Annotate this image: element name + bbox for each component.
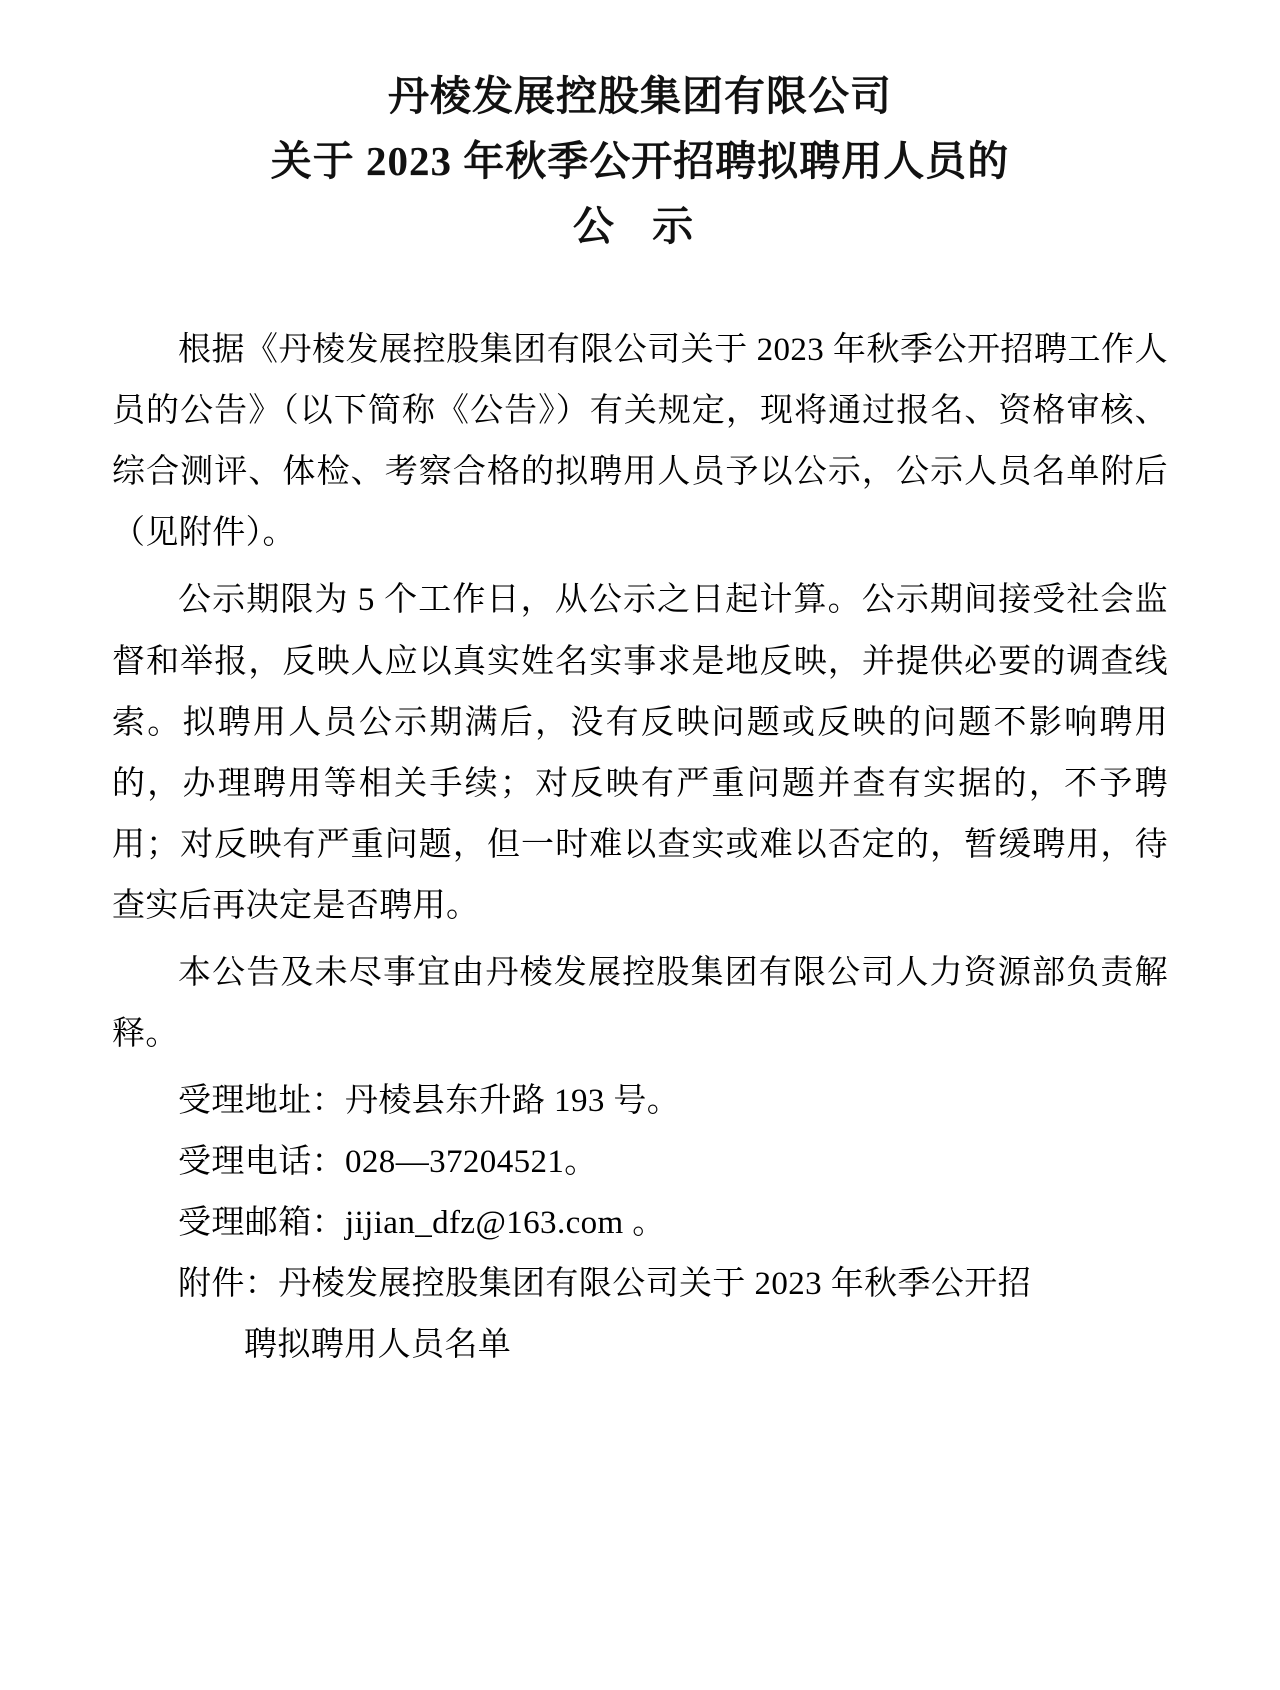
- paragraph-2: 公示期限为 5 个工作日，从公示之日起计算。公示期间接受社会监督和举报，反映人应以真实姓名实事求是地反映，并提供必要的调查线索。拟聘用人员公示期满后，没有反映问题或反映的问题不影响聘用的，办理聘用等相关手续；对反映有严重问题并查有实据的，不予聘用；对反映有严重问题，但一时难以查实或难以否定的，暂缓聘用，待查实后再决定是否聘用。: [112, 582, 1168, 924]
- document-title: [112, 64, 1168, 258]
- paragraph-1: 根据《丹棱发展控股集团有限公司关于 2023 年秋季公开招聘工作人员的公告》（以下简称《公告》）有关规定，现将通过报名、资格审核、综合测评、体检、考察合格的拟聘用人员予以公示，公示人员名单附后（见附件）。: [112, 332, 1168, 552]
- title-line-1: 丹棱发展控股集团有限公司: [388, 73, 892, 119]
- attachment-line-2: 聘拟聘用人员名单: [244, 1327, 512, 1364]
- title-line-3: 公 示: [572, 202, 708, 249]
- title-line-2: 关于 2023 年秋季公开招聘拟聘用人员的: [270, 137, 1010, 184]
- attachment-line-1: 附件：丹棱发展控股集团有限公司关于 2023 年秋季公开招: [178, 1266, 1032, 1302]
- contact-phone: 受理电话：028—37204521。: [178, 1143, 598, 1180]
- paragraph-3: 本公告及未尽事宜由丹棱发展控股集团有限公司人力资源部负责解释。: [112, 954, 1168, 1052]
- contact-email: 受理邮箱：jijian_dfz@163.com 。: [178, 1204, 666, 1241]
- document-body: [112, 320, 1168, 1376]
- contact-address: 受理地址：丹棱县东升路 193 号。: [178, 1082, 681, 1119]
